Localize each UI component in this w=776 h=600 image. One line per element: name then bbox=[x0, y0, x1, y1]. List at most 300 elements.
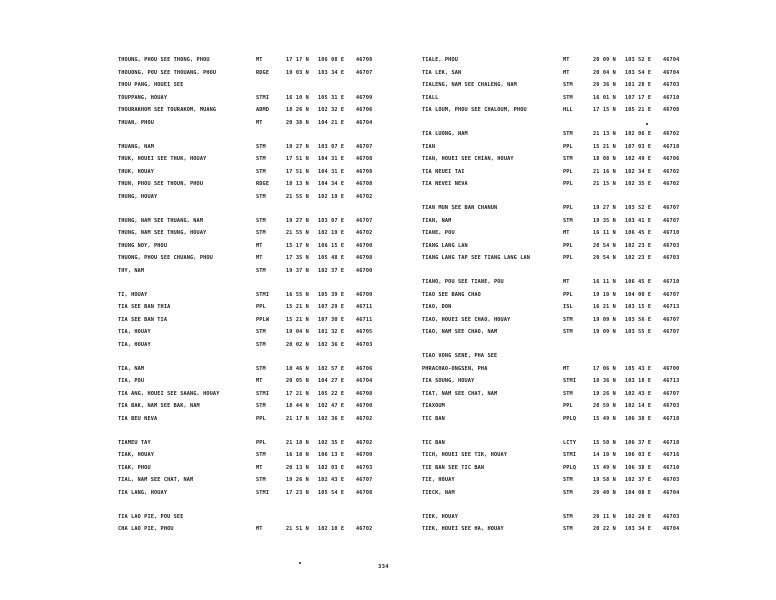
map-sheet: 46707 bbox=[356, 217, 373, 224]
entry-row bbox=[118, 388, 400, 401]
entry-row bbox=[118, 363, 400, 376]
feature-code: STM bbox=[256, 156, 266, 162]
latitude: 16 10 N bbox=[286, 94, 309, 101]
entry-row bbox=[422, 215, 712, 228]
feature-code: PPLQ bbox=[563, 415, 577, 422]
latitude: 15 49 N bbox=[593, 415, 616, 422]
feature-code: PPL bbox=[563, 242, 573, 249]
place-name: TIC BAN bbox=[422, 439, 445, 446]
entry-group bbox=[422, 437, 712, 500]
entry-row bbox=[422, 289, 712, 302]
place-name: TIA LANG, HOUAY bbox=[118, 489, 168, 496]
place-name: TIAK, PHOU bbox=[118, 464, 151, 471]
latitude: 19 26 N bbox=[593, 390, 616, 397]
longitude: 107 30 E bbox=[318, 316, 345, 323]
map-sheet: 46703 bbox=[663, 242, 680, 249]
map-sheet: 46707 bbox=[663, 316, 680, 323]
place-name: TIA SEE BAN THIA bbox=[118, 304, 171, 310]
longitude: 102 36 E bbox=[318, 415, 345, 422]
longitude: 106 13 E bbox=[318, 452, 345, 458]
map-sheet: 46708 bbox=[663, 107, 680, 113]
longitude: 102 03 E bbox=[318, 464, 345, 471]
map-sheet: 46708 bbox=[356, 181, 373, 187]
latitude: 17 51 N bbox=[286, 168, 309, 175]
entry-group bbox=[118, 289, 400, 352]
map-sheet: 46716 bbox=[663, 452, 680, 458]
place-name: CHA LAO PIE, PHOU bbox=[118, 526, 174, 532]
map-sheet: 46708 bbox=[356, 255, 373, 261]
latitude: 20 13 N bbox=[286, 464, 309, 471]
place-name: TIA, HOUAY bbox=[118, 341, 151, 348]
place-name: TIAMEU TAY bbox=[118, 439, 151, 446]
place-name: TIA, HOUAY bbox=[118, 329, 151, 335]
place-name: TIEK, HOUEI SEE HA, HOUAY bbox=[422, 526, 504, 532]
feature-code: STM bbox=[563, 390, 573, 397]
place-name: TIAN bbox=[422, 143, 436, 150]
longitude: 103 18 E bbox=[625, 378, 652, 384]
feature-code: STM bbox=[563, 526, 573, 532]
longitude: 104 27 E bbox=[318, 378, 345, 384]
feature-code: STM bbox=[563, 131, 573, 137]
entry-row bbox=[422, 462, 712, 475]
map-sheet: 46707 bbox=[663, 390, 680, 397]
map-sheet: 46706 bbox=[663, 156, 680, 162]
entry-row bbox=[422, 511, 712, 524]
latitude: 16 11 N bbox=[593, 279, 616, 285]
latitude: 21 55 N bbox=[286, 230, 309, 236]
speck-mark bbox=[299, 562, 301, 564]
longitude: 103 34 E bbox=[625, 526, 652, 532]
feature-code: PPL bbox=[563, 143, 573, 150]
longitude: 104 34 E bbox=[318, 181, 345, 187]
place-name: TIA BAK, NAM SEE BAK, NAM bbox=[118, 403, 200, 409]
place-name: TIAN, NAM bbox=[422, 217, 452, 224]
entry-row bbox=[118, 314, 400, 327]
map-sheet: 46700 bbox=[663, 365, 680, 372]
feature-code: MT bbox=[563, 69, 570, 76]
feature-code: MT bbox=[256, 378, 263, 384]
feature-code: PPL bbox=[256, 415, 266, 422]
feature-code: MT bbox=[563, 365, 570, 372]
longitude: 103 55 E bbox=[625, 329, 652, 335]
entry-row bbox=[422, 413, 712, 426]
latitude: 20 04 N bbox=[593, 69, 616, 76]
entry-row bbox=[118, 339, 400, 352]
entry-row bbox=[118, 54, 400, 67]
map-sheet: 46710 bbox=[663, 464, 680, 471]
entry-row bbox=[422, 276, 712, 289]
map-sheet: 46713 bbox=[663, 378, 680, 384]
longitude: 103 07 E bbox=[318, 217, 345, 224]
latitude: 19 04 N bbox=[286, 329, 309, 335]
longitude: 106 45 E bbox=[625, 279, 652, 285]
latitude: 18 36 N bbox=[593, 378, 616, 384]
longitude: 102 47 E bbox=[318, 403, 345, 409]
map-sheet: 46710 bbox=[663, 94, 680, 101]
entry-row bbox=[118, 153, 400, 166]
longitude: 102 36 E bbox=[318, 341, 345, 348]
longitude: 104 31 E bbox=[318, 156, 345, 162]
longitude: 106 37 E bbox=[625, 439, 652, 446]
latitude: 17 51 N bbox=[286, 156, 309, 162]
latitude: 15 50 N bbox=[593, 439, 616, 446]
place-name: TIAO, NAM SEE CHAO, NAM bbox=[422, 329, 498, 335]
entry-row bbox=[118, 375, 400, 388]
place-name: TIA ANG, HOUEI SEE SAANG, HOUAY bbox=[118, 390, 220, 397]
latitude: 20 40 N bbox=[593, 489, 616, 496]
entry-row bbox=[118, 117, 400, 130]
map-sheet: 46703 bbox=[356, 341, 373, 348]
entry-row bbox=[118, 474, 400, 487]
place-name: TIAK, HOUAY bbox=[118, 452, 155, 458]
latitude: 20 54 N bbox=[593, 242, 616, 249]
longitude: 102 37 E bbox=[318, 267, 345, 274]
longitude: 102 37 E bbox=[625, 477, 652, 483]
entry-row bbox=[422, 400, 712, 413]
place-name: THUK, HOUEI SEE THUK, HOUAY bbox=[118, 156, 207, 162]
entry-row bbox=[118, 289, 400, 302]
place-name: TOUPPANG, HOUAY bbox=[118, 94, 168, 101]
map-sheet: 46702 bbox=[663, 168, 680, 175]
entry-row bbox=[422, 474, 712, 487]
map-sheet: 46708 bbox=[356, 156, 373, 162]
place-name: TIA LUONG, NAM bbox=[422, 131, 468, 137]
feature-code: PPL bbox=[256, 304, 266, 310]
feature-code: ISL bbox=[563, 304, 573, 310]
feature-code: MT bbox=[563, 279, 570, 285]
place-name: TIAXOUM bbox=[422, 403, 445, 409]
feature-code: PPL bbox=[563, 181, 573, 187]
latitude: 20 05 N bbox=[286, 378, 309, 384]
longitude: 102 23 E bbox=[625, 255, 652, 261]
latitude: 17 17 N bbox=[286, 57, 309, 63]
map-sheet: 46703 bbox=[663, 403, 680, 409]
feature-code: MT bbox=[563, 230, 570, 236]
entry-row bbox=[422, 104, 712, 117]
feature-code: LCTY bbox=[563, 439, 577, 446]
place-name: TIA LEK, SAN bbox=[422, 69, 462, 76]
longitude: 103 34 E bbox=[318, 69, 345, 76]
longitude: 102 19 E bbox=[318, 230, 345, 236]
feature-code: MT bbox=[563, 57, 570, 63]
feature-code: STMI bbox=[563, 452, 577, 458]
longitude: 105 43 E bbox=[625, 365, 652, 372]
entry-row bbox=[422, 92, 712, 105]
latitude: 21 51 N bbox=[286, 526, 309, 532]
feature-code: MT bbox=[256, 119, 263, 126]
entry-row bbox=[118, 191, 400, 204]
map-sheet: 46708 bbox=[356, 489, 373, 496]
longitude: 102 32 E bbox=[318, 107, 345, 113]
place-name: TIA BEU NEVA bbox=[118, 415, 158, 422]
map-sheet: 46707 bbox=[356, 143, 373, 150]
entry-row bbox=[422, 141, 712, 154]
latitude: 18 08 N bbox=[593, 156, 616, 162]
entry-row bbox=[118, 265, 400, 278]
entry-row bbox=[422, 301, 712, 314]
place-name: TIA LOUM, PHOU SEE CHALOUM, PHOU bbox=[422, 107, 527, 113]
longitude: 104 08 E bbox=[625, 489, 652, 496]
feature-code: ADMD bbox=[256, 107, 270, 113]
longitude: 105 22 E bbox=[318, 390, 345, 397]
entry-group bbox=[118, 54, 400, 129]
map-sheet: 46702 bbox=[356, 526, 373, 532]
place-name: TI, HOUAY bbox=[118, 291, 148, 298]
map-sheet: 46706 bbox=[356, 365, 373, 372]
place-name: THUONG, PHOU SEE CHUANG, PHOU bbox=[118, 255, 213, 261]
entry-row bbox=[118, 79, 400, 92]
feature-code: STMI bbox=[256, 390, 270, 397]
latitude: 21 16 N bbox=[593, 168, 616, 175]
feature-code: STM bbox=[256, 452, 266, 458]
longitude: 101 32 E bbox=[318, 329, 345, 335]
map-sheet: 46706 bbox=[356, 107, 373, 113]
longitude: 103 52 E bbox=[625, 57, 652, 63]
feature-code: STM bbox=[256, 403, 266, 409]
entry-row bbox=[422, 240, 712, 253]
map-sheet: 46704 bbox=[356, 119, 373, 126]
longitude: 105 31 E bbox=[318, 94, 345, 101]
latitude: 19 27 N bbox=[286, 217, 309, 224]
latitude: 14 10 N bbox=[593, 452, 616, 458]
longitude: 101 28 E bbox=[625, 82, 652, 88]
entry-row bbox=[422, 523, 712, 536]
entry-row bbox=[422, 202, 712, 215]
latitude: 21 18 N bbox=[286, 439, 309, 446]
place-name: THY, NAM bbox=[118, 267, 145, 274]
feature-code: STM bbox=[256, 329, 266, 335]
latitude: 20 38 N bbox=[286, 119, 309, 126]
map-sheet: 46710 bbox=[663, 279, 680, 285]
latitude: 15 21 N bbox=[593, 143, 616, 150]
latitude: 17 06 N bbox=[593, 365, 616, 372]
longitude: 102 23 E bbox=[625, 242, 652, 249]
latitude: 19 27 N bbox=[593, 205, 616, 211]
latitude: 15 49 N bbox=[593, 464, 616, 471]
map-sheet: 46702 bbox=[356, 415, 373, 422]
entry-group bbox=[118, 215, 400, 278]
latitude: 20 36 N bbox=[593, 82, 616, 88]
place-name: THUAN, PHOU bbox=[118, 119, 155, 126]
feature-code: PPL bbox=[256, 439, 266, 446]
latitude: 17 35 N bbox=[286, 255, 309, 261]
place-name: TIAO VONG SENE, PHA SEE bbox=[422, 353, 498, 359]
entry-row bbox=[118, 178, 400, 191]
entry-row bbox=[422, 388, 712, 401]
latitude: 20 02 N bbox=[286, 341, 309, 348]
longitude: 102 14 E bbox=[625, 403, 652, 409]
feature-code: RDGE bbox=[256, 69, 270, 76]
place-name: TIANE, POU bbox=[422, 230, 455, 236]
feature-code: STMI bbox=[256, 489, 270, 496]
feature-code: STM bbox=[256, 143, 266, 150]
map-sheet: 46704 bbox=[663, 489, 680, 496]
longitude: 103 07 E bbox=[318, 143, 345, 150]
place-name: THUNG, NAM SEE THUANG, NAM bbox=[118, 217, 204, 224]
feature-code: MT bbox=[256, 255, 263, 261]
entry-row bbox=[118, 166, 400, 179]
entry-group bbox=[422, 276, 712, 339]
feature-code: STMI bbox=[256, 291, 270, 298]
feature-code: RDGE bbox=[256, 181, 270, 187]
latitude: 17 15 N bbox=[593, 107, 616, 113]
latitude: 15 17 N bbox=[286, 242, 309, 249]
feature-code: STM bbox=[256, 365, 266, 372]
longitude: 102 35 E bbox=[318, 439, 345, 446]
place-name: TIANG LANG TAP SEE TIANG LANG LAN bbox=[422, 255, 531, 261]
entry-group bbox=[422, 202, 712, 265]
place-name: THOURAKHOM SEE TOURAKOM, MUANG bbox=[118, 107, 217, 113]
feature-code: STM bbox=[256, 193, 266, 200]
longitude: 106 15 E bbox=[318, 242, 345, 249]
place-name: THUNG, HOUAY bbox=[118, 193, 158, 200]
right-column bbox=[422, 54, 712, 547]
longitude: 105 21 E bbox=[625, 107, 652, 113]
longitude: 107 29 E bbox=[318, 304, 345, 310]
feature-code: MT bbox=[256, 464, 263, 471]
entry-row bbox=[118, 240, 400, 253]
entry-row bbox=[422, 437, 712, 450]
entry-row bbox=[422, 166, 712, 179]
latitude: 19 58 N bbox=[593, 477, 616, 483]
longitude: 102 20 E bbox=[625, 513, 652, 520]
latitude: 15 21 N bbox=[286, 304, 309, 310]
feature-code: STM bbox=[256, 267, 266, 274]
place-name: TIALL bbox=[422, 94, 439, 101]
entry-group bbox=[118, 141, 400, 204]
entry-group bbox=[422, 511, 712, 536]
place-name: THOU PANG, HOUEI SEE bbox=[118, 82, 184, 88]
place-name: TIAO, DON bbox=[422, 304, 452, 310]
longitude: 103 15 E bbox=[625, 304, 652, 310]
place-name: TIAT, NAM SEE CHAT, NAM bbox=[422, 390, 498, 397]
longitude: 102 43 E bbox=[625, 390, 652, 397]
latitude: 19 27 N bbox=[286, 143, 309, 150]
map-sheet: 46709 bbox=[356, 94, 373, 101]
entry-row bbox=[422, 326, 712, 339]
longitude: 106 03 E bbox=[625, 452, 652, 458]
entry-row bbox=[422, 153, 712, 166]
map-sheet: 46710 bbox=[663, 230, 680, 236]
entry-row bbox=[422, 128, 712, 141]
place-name: TIA, NAM bbox=[118, 365, 145, 372]
map-sheet: 46710 bbox=[663, 415, 680, 422]
feature-code: HLL bbox=[563, 107, 573, 113]
latitude: 18 44 N bbox=[286, 403, 309, 409]
map-sheet: 46708 bbox=[356, 57, 373, 63]
latitude: 21 17 N bbox=[286, 415, 309, 422]
longitude: 102 35 E bbox=[625, 181, 652, 187]
place-name: TIA SOUNG, HOUAY bbox=[422, 378, 475, 384]
longitude: 106 45 E bbox=[625, 230, 652, 236]
feature-code: MT bbox=[256, 242, 263, 249]
latitude: 17 23 N bbox=[286, 489, 309, 496]
latitude: 18 46 N bbox=[286, 365, 309, 372]
feature-code: STMI bbox=[256, 94, 270, 101]
entry-row bbox=[118, 67, 400, 80]
place-name: TIALENG, NAM SEE CHALENG, NAM bbox=[422, 82, 517, 88]
longitude: 102 57 E bbox=[318, 365, 345, 372]
longitude: 103 56 E bbox=[625, 316, 652, 323]
longitude: 105 39 E bbox=[318, 291, 345, 298]
feature-code: MT bbox=[256, 526, 263, 532]
entry-group bbox=[118, 363, 400, 426]
map-sheet: 46703 bbox=[663, 477, 680, 483]
place-name: TIE BAN SEE TIC BAN bbox=[422, 464, 485, 471]
place-name: TIAN, HOUEI SEE CHIAN, HOUAY bbox=[422, 156, 514, 162]
entry-row bbox=[118, 92, 400, 105]
map-sheet: 46708 bbox=[356, 168, 373, 175]
longitude: 107 17 E bbox=[625, 94, 652, 101]
page-number: 334 bbox=[378, 564, 389, 570]
feature-code: MT bbox=[256, 57, 263, 63]
map-sheet: 46707 bbox=[663, 205, 680, 211]
latitude: 18 26 N bbox=[286, 107, 309, 113]
entry-row bbox=[118, 227, 400, 240]
entry-row bbox=[422, 314, 712, 327]
latitude: 20 54 N bbox=[593, 255, 616, 261]
entry-group bbox=[422, 54, 712, 117]
longitude: 107 03 E bbox=[625, 143, 652, 150]
feature-code: STM bbox=[256, 168, 266, 175]
feature-code: STM bbox=[563, 217, 573, 224]
entry-row bbox=[118, 215, 400, 228]
place-name: TIAL, NAM SEE CHAT, NAM bbox=[118, 477, 194, 483]
place-name: THUNG NOY, PHOU bbox=[118, 242, 168, 249]
map-sheet: 46700 bbox=[356, 403, 373, 409]
map-sheet: 46702 bbox=[356, 230, 373, 236]
place-name: TIEK, HOUAY bbox=[422, 513, 459, 520]
entry-row bbox=[118, 523, 400, 536]
entry-row bbox=[422, 449, 712, 462]
place-name: TIANG LANG LAN bbox=[422, 242, 468, 249]
entry-row bbox=[422, 487, 712, 500]
feature-code: STM bbox=[563, 513, 573, 520]
entry-row bbox=[422, 375, 712, 388]
entry-row bbox=[118, 413, 400, 426]
latitude: 19 09 N bbox=[593, 329, 616, 335]
longitude: 105 54 E bbox=[318, 489, 345, 496]
entry-group bbox=[422, 350, 712, 425]
latitude: 16 11 N bbox=[593, 230, 616, 236]
latitude: 16 21 N bbox=[593, 304, 616, 310]
map-sheet: 46705 bbox=[356, 329, 373, 335]
longitude: 104 00 E bbox=[625, 291, 652, 298]
feature-code: PPL bbox=[563, 255, 573, 261]
place-name: THUANG, NAM bbox=[118, 143, 155, 150]
longitude: 106 38 E bbox=[625, 415, 652, 422]
longitude: 102 19 E bbox=[318, 193, 345, 200]
map-sheet: 46709 bbox=[356, 291, 373, 298]
place-name: TIA NEUEI TAI bbox=[422, 168, 465, 175]
longitude: 102 10 E bbox=[318, 526, 345, 532]
feature-code: PPL bbox=[563, 168, 573, 175]
map-sheet: 46704 bbox=[663, 69, 680, 76]
feature-code: PPL bbox=[563, 205, 573, 211]
feature-code: PPLW bbox=[256, 316, 270, 323]
feature-code: STM bbox=[563, 94, 573, 101]
entry-row bbox=[422, 79, 712, 92]
entry-group bbox=[422, 128, 712, 191]
map-sheet: 46700 bbox=[356, 242, 373, 249]
longitude: 103 41 E bbox=[625, 217, 652, 224]
place-name: THOUNG, PHOU SEE THONG, PHOU bbox=[118, 57, 210, 63]
entry-row bbox=[422, 67, 712, 80]
place-name: TIALE, PHOU bbox=[422, 57, 459, 63]
map-sheet: 46704 bbox=[663, 57, 680, 63]
latitude: 20 59 N bbox=[593, 403, 616, 409]
longitude: 106 08 E bbox=[318, 57, 345, 63]
